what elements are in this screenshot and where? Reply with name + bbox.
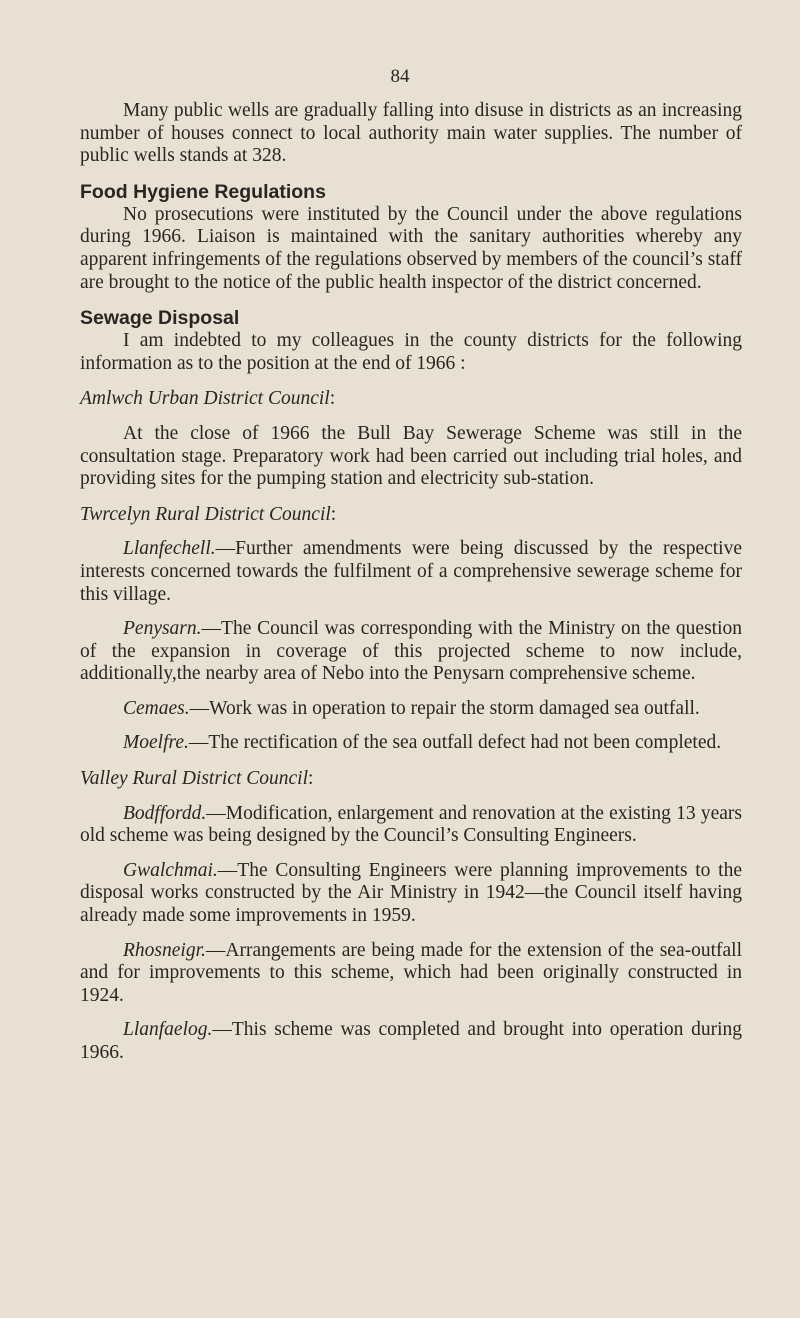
food-hygiene-paragraph: No prosecutions were instituted by the Council under the above regulations during 1966. Liaison is maintained with the sanitary authorities whereby any apparent infringements of the regulations observed by members of the council’s staff are brought to the notice of the public health inspector of the district concerned. xyxy=(80,203,742,293)
entry-name: Gwalchmai. xyxy=(123,859,218,881)
entry-penysarn xyxy=(80,618,742,686)
twrcelyn-council-heading xyxy=(80,504,742,527)
entry-name: Cemaes. xyxy=(123,697,190,719)
sewage-intro-paragraph: I am indebted to my colleagues in the county districts for the following information as to the position at the end of 1966 : xyxy=(80,330,742,374)
entry-name: Rhosneigr. xyxy=(123,939,206,961)
twrcelyn-council-colon: : xyxy=(330,503,337,525)
entry-gwalchmai xyxy=(80,860,742,928)
food-hygiene-heading: Food Hygiene Regulations xyxy=(80,180,326,203)
amlwch-paragraph: At the close of 1966 the Bull Bay Sewerage Scheme was still in the consultation stage. Preparatory work had been carried out including trial holes, and providing sites for the pumping station and electricity sub-station. xyxy=(80,422,742,490)
entry-bodffordd xyxy=(80,803,742,848)
entry-name: Bodffordd. xyxy=(123,802,207,824)
intro-paragraph: Many public wells are gradually falling into disuse in districts as an increasing number of houses connect to local authority main water supplies. The number of public wells stands at 328. xyxy=(80,100,742,167)
entry-text: —The Consulting Engineers were planning improvements to the disposal works constructed by the Air Ministry in 1942—the Council itself having already made some improvements in 1959. xyxy=(80,859,742,927)
entry-text: —This scheme was completed and brought into operation during 1966. xyxy=(80,1019,742,1063)
entry-llanfaelog xyxy=(80,1019,742,1064)
entry-text: —The Council was corresponding with the Ministry on the question of the expansion in coverage of this projected scheme to now include, additionally,the nearby area of Nebo into the Penysarn comprehensive scheme. xyxy=(80,618,742,685)
entry-text: —Arrangements are being made for the extension of the sea-outfall and for improvements to this scheme, which had been originally constructed in 1924. xyxy=(80,939,742,1006)
entry-cemaes xyxy=(80,698,742,721)
sewage-disposal-heading: Sewage Disposal xyxy=(80,307,240,330)
entry-rhosneigr xyxy=(80,940,742,1008)
amlwch-council-heading xyxy=(80,388,742,411)
entry-name: Penysarn. xyxy=(123,618,202,640)
valley-council-title: Valley Rural District Council xyxy=(80,768,309,790)
entry-text: —Work was in operation to repair the storm damaged sea outfall. xyxy=(189,697,700,719)
amlwch-council-colon: : xyxy=(329,388,336,410)
entry-llanfechell xyxy=(80,538,742,606)
entry-name: Llanfechell. xyxy=(123,538,216,560)
entry-text: —Modification, enlargement and renovation at the existing 13 years old scheme was being designed by the Council’s Consulting Engineers. xyxy=(80,802,742,847)
amlwch-council-title: Amlwch Urban District Council xyxy=(80,388,330,410)
entry-name: Moelfre. xyxy=(123,732,189,754)
entry-name: Llanfaelog. xyxy=(123,1019,213,1041)
entry-moelfre xyxy=(80,732,742,755)
entry-text: —The rectification of the sea outfall defect had not been completed. xyxy=(188,732,722,754)
valley-council-heading xyxy=(80,768,742,791)
page-body xyxy=(80,100,742,1065)
valley-council-colon: : xyxy=(308,768,314,790)
page-number: 84 xyxy=(390,66,410,87)
entry-text: —Further amendments were being discussed by the respective interests concerned towards the fulfilment of a comprehensive sewerage scheme for this village. xyxy=(80,538,742,605)
twrcelyn-council-title: Twrcelyn Rural District Council xyxy=(80,503,331,525)
